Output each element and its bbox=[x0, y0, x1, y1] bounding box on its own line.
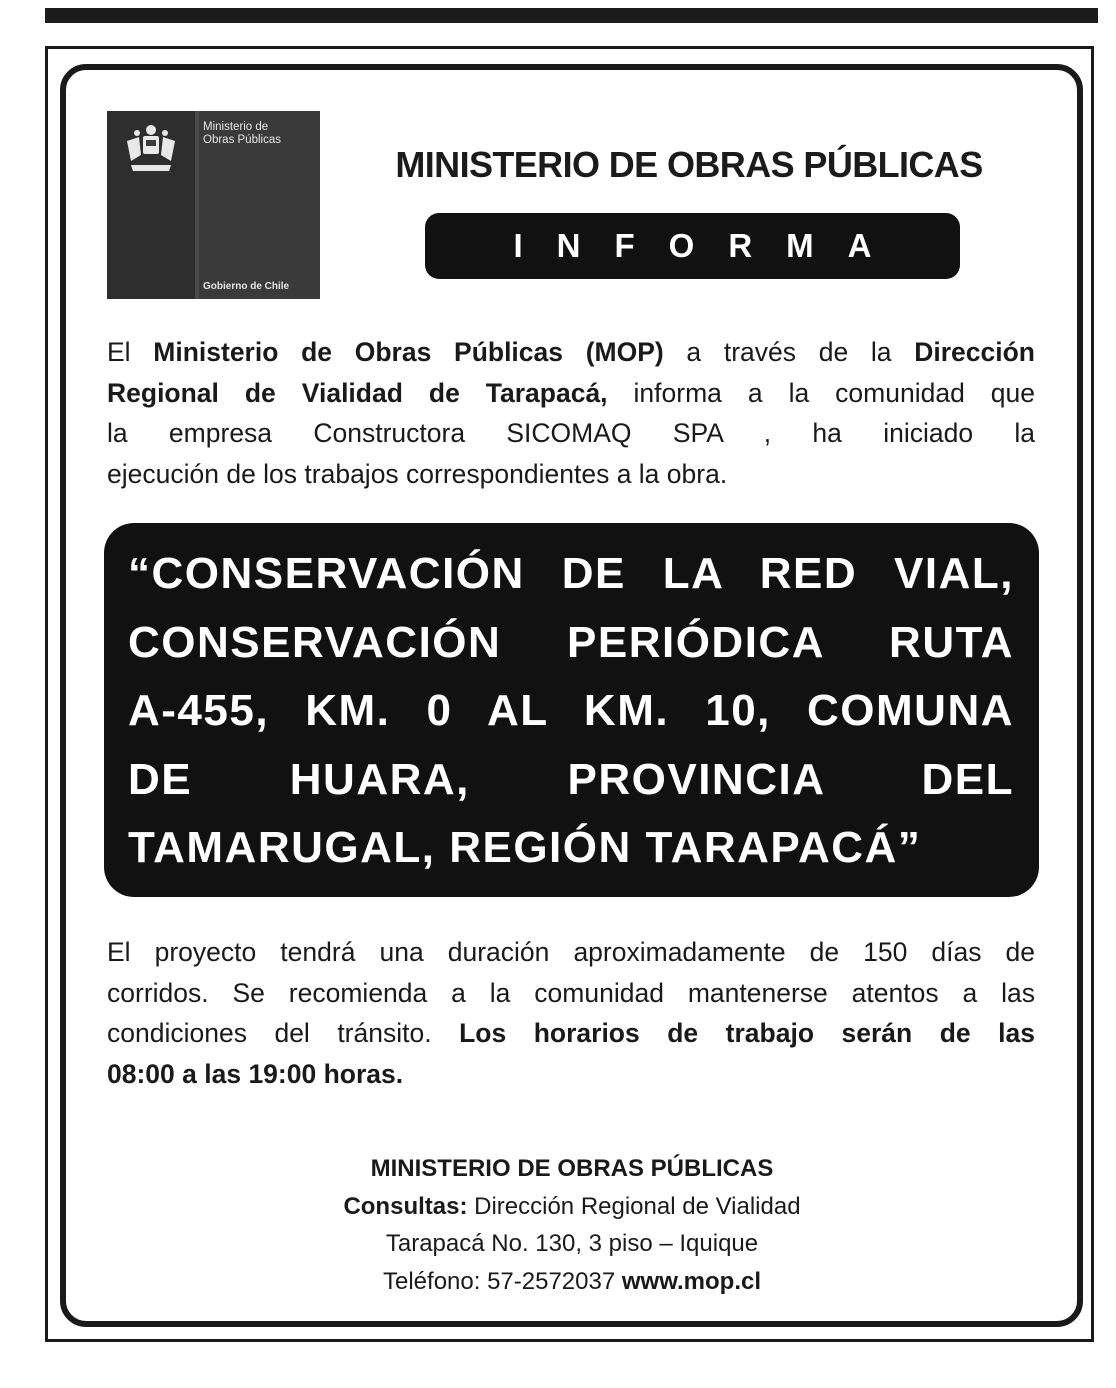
top-rule bbox=[45, 8, 1098, 23]
project-line-5: TAMARUGAL, REGIÓN TARAPACÁ” bbox=[128, 823, 922, 872]
details-paragraph bbox=[107, 932, 1035, 1094]
project-line-2: CONSERVACIÓN PERIÓDICA RUTA bbox=[128, 617, 1014, 667]
intro-line-1: El Ministerio de Obras Públicas (MOP) a través de la Dirección bbox=[107, 337, 1035, 367]
project-title bbox=[128, 540, 1014, 883]
intro-line-2: Regional de Vialidad de Tarapacá, informa a la comunidad que bbox=[107, 377, 1035, 408]
logo-footer: Gobierno de Chile bbox=[203, 281, 290, 292]
logo-line-2: Obras Públicas bbox=[203, 134, 281, 146]
footer-consultas: Consultas: Dirección Regional de Vialidad bbox=[343, 1192, 801, 1220]
page-title: MINISTERIO DE OBRAS PÚBLICAS bbox=[395, 144, 983, 185]
footer-phone-line bbox=[200, 1263, 944, 1301]
contact-footer bbox=[200, 1150, 944, 1300]
mop-logo bbox=[107, 111, 320, 299]
intro-paragraph bbox=[107, 332, 1035, 494]
footer-website-link[interactable]: www.mop.cl bbox=[621, 1267, 761, 1295]
footer-address: Tarapacá No. 130, 3 piso – Iquique bbox=[385, 1230, 759, 1257]
chile-coat-of-arms-icon bbox=[117, 121, 185, 181]
logo-line-1: Ministerio de bbox=[203, 121, 269, 133]
details-line-3: condiciones del tránsito. Los horarios de trabajo serán de las bbox=[107, 1018, 1035, 1048]
project-line-1: “CONSERVACIÓN DE LA RED VIAL, bbox=[128, 549, 1014, 598]
details-line-4: 08:00 a las 19:00 horas. bbox=[107, 1058, 404, 1089]
intro-line-3: la empresa Constructora SICOMAQ SPA , ha iniciado la bbox=[107, 418, 1035, 448]
logo-text bbox=[203, 121, 318, 147]
footer-title: MINISTERIO DE OBRAS PÚBLICAS bbox=[370, 1155, 774, 1182]
details-line-1: El proyecto tendrá una duración aproximadamente de 150 días de bbox=[107, 937, 1035, 967]
footer-phone: Teléfono: 57-2572037 bbox=[383, 1267, 622, 1295]
details-line-2: corridos. Se recomienda a la comunidad mantenerse atentos a las bbox=[107, 977, 1035, 1008]
project-line-3: A-455, KM. 0 AL KM. 10, COMUNA bbox=[128, 686, 1014, 735]
logo-divider bbox=[195, 111, 199, 299]
project-line-4: DE HUARA, PROVINCIA DEL bbox=[128, 754, 1014, 804]
intro-line-4: ejecución de los trabajos correspondientes a la obra. bbox=[107, 458, 728, 489]
informa-badge: INFORMA bbox=[425, 213, 960, 279]
